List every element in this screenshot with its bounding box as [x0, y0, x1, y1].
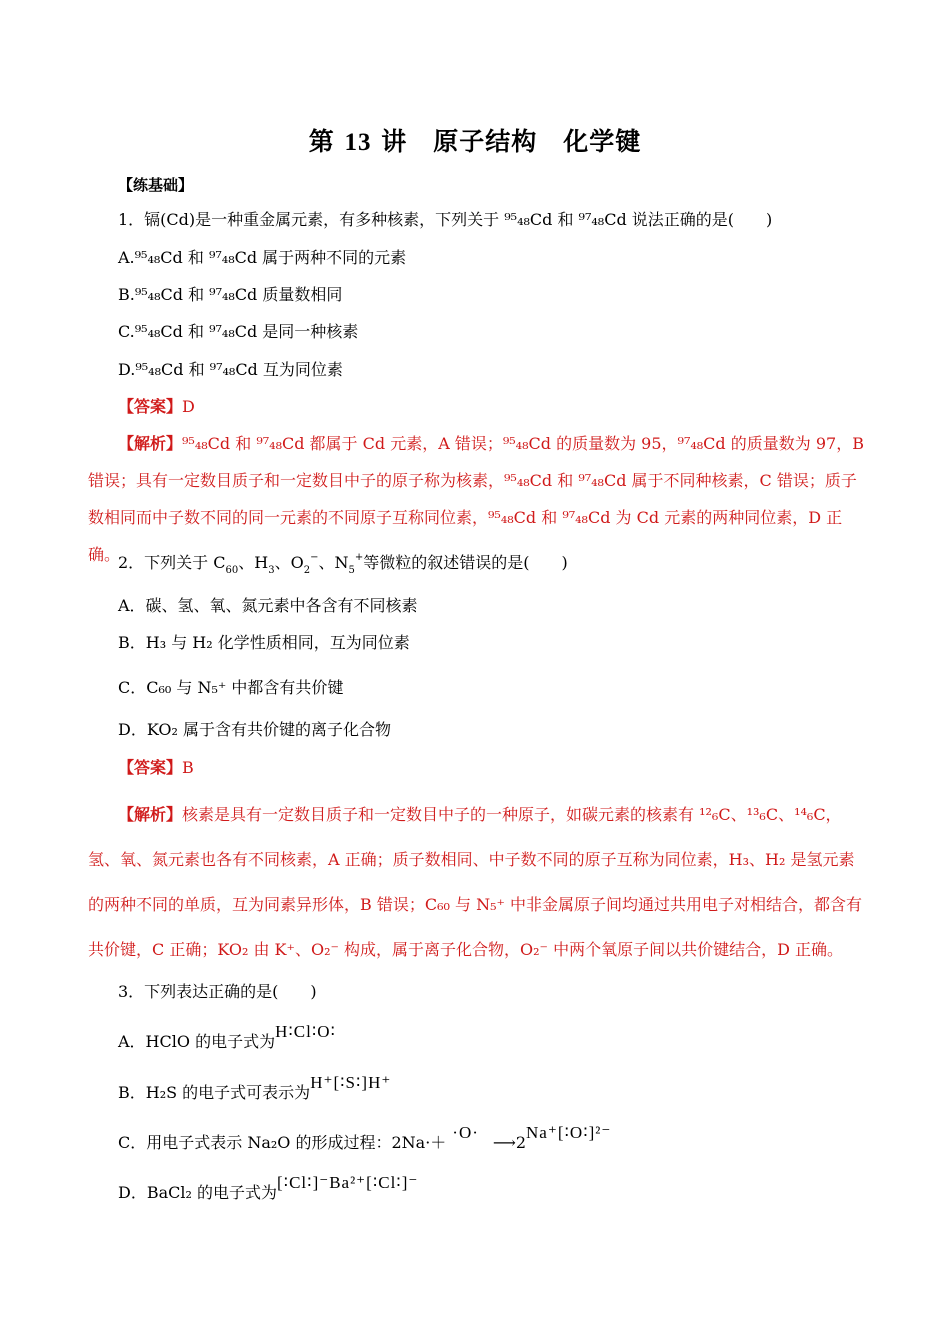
- q2-answer-value: B: [182, 758, 194, 777]
- q1-answer-value: D: [182, 397, 195, 416]
- q3-option-d-text: D．BaCl₂ 的电子式为: [118, 1183, 277, 1202]
- q1-explanation-tag: 【解析】: [118, 434, 183, 453]
- q3-option-a-text: A．HClO 的电子式为: [118, 1032, 276, 1051]
- q2-option-c: C．C₆₀ 与 N₅⁺ 中都含有共价键: [118, 678, 344, 697]
- section-heading: 【练基础】: [118, 176, 194, 194]
- q2-stem-sub: 3: [268, 565, 275, 576]
- q2-stem: [118, 553, 568, 576]
- q2-stem-part: 、H: [238, 553, 269, 572]
- q2-answer: [118, 758, 194, 778]
- title-rest: 讲 原子结构 化学键: [381, 127, 642, 156]
- q2-stem-part: 2．下列关于 C: [118, 553, 226, 572]
- q3-option-c-text: C．用电子式表示 Na₂O 的形成过程：2Na·＋: [118, 1133, 447, 1152]
- q2-stem-sub: 2: [303, 565, 311, 576]
- q1-answer: [118, 397, 195, 417]
- q1-option-a: A.⁹⁵₄₈Cd 和 ⁹⁷₄₈Cd 属于两种不同的元素: [118, 248, 407, 267]
- q3-option-b-text: B．H₂S 的电子式可表示为: [118, 1083, 311, 1102]
- q1-explanation: [88, 425, 868, 573]
- q2-explanation: [88, 792, 868, 972]
- title-prefix: 第: [308, 127, 335, 156]
- q1-answer-tag: 【答案】: [118, 397, 183, 416]
- q3-option-b: [118, 1073, 392, 1103]
- q1-option-c: C.⁹⁵₄₈Cd 和 ⁹⁷₄₈Cd 是同一种核素: [118, 322, 359, 341]
- q2-explanation-text: 核素是具有一定数目质子和一定数目中子的一种原子，如碳元素的核素有 ¹²₆C、¹³₆C、¹⁴₆C，氢、氧、氮元素也各有不同核素，A 正确；质子数相同、中子数不同的原子互称为同位素，H₃、H₂ 是氢元素的两种不同的单质，互为同素异形体，B 错误；C₆₀ 与 N₅⁺ 中非金属原子间均通过共用电子对相结合，都含有共价键，C 正确；KO₂ 由 K⁺、O₂⁻ 构成，属于离子化合物，O₂⁻ 中两个氧原子间以共价键结合，D 正确。: [88, 805, 863, 959]
- q3-option-d: [118, 1173, 419, 1203]
- page-title: [0, 122, 950, 158]
- q2-stem-sup: +: [354, 552, 364, 563]
- q1-option-d: D.⁹⁵₄₈Cd 和 ⁹⁷₄₈Cd 互为同位素: [118, 360, 343, 379]
- na2o-electron-formula: Na⁺[∶O∶]²⁻: [526, 1123, 612, 1142]
- q2-option-b: B．H₃ 与 H₂ 化学性质相同，互为同位素: [118, 633, 410, 652]
- q3-stem: 3．下列表达正确的是( ): [118, 982, 317, 1001]
- q3-option-c: [118, 1123, 612, 1153]
- bacl2-electron-formula: [∶Cl∶]⁻Ba²⁺[∶Cl∶]⁻: [277, 1173, 419, 1192]
- q2-stem-sup: −: [310, 552, 319, 563]
- q1-option-b: B.⁹⁵₄₈Cd 和 ⁹⁷₄₈Cd 质量数相同: [118, 285, 343, 304]
- title-number: 13: [344, 129, 372, 156]
- q2-explanation-tag: 【解析】: [118, 805, 183, 824]
- q2-option-a: A．碳、氢、氧、氮元素中各含有不同核素: [118, 596, 418, 615]
- q2-option-d: D．KO₂ 属于含有共价键的离子化合物: [118, 720, 391, 739]
- h2s-electron-formula: H⁺[∶S∶]H⁺: [310, 1073, 392, 1092]
- q2-stem-part: 、N: [318, 553, 349, 572]
- q1-explanation-text: ⁹⁵₄₈Cd 和 ⁹⁷₄₈Cd 都属于 Cd 元素，A 错误；⁹⁵₄₈Cd 的质量数为 95，⁹⁷₄₈Cd 的质量数为 97，B 错误；具有一定数目质子和一定数目中子的原子称为核素，⁹⁵₄₈Cd 和 ⁹⁷₄₈Cd 属于不同种核素，C 错误；质子数相同而中子数不同的同一元素的不同原子互称同位素，⁹⁵₄₈Cd 和 ⁹⁷₄₈Cd 为 Cd 元素的两种同位素，D 正确。: [88, 434, 864, 564]
- q2-stem-part: 、O: [274, 553, 304, 572]
- q1-stem: 1．镉(Cd)是一种重金属元素，有多种核素，下列关于 ⁹⁵₄₈Cd 和 ⁹⁷₄₈Cd 说法正确的是( ): [118, 210, 773, 229]
- q2-stem-sub: 60: [225, 565, 239, 576]
- q3-option-a: [118, 1022, 336, 1052]
- hclo-electron-formula: H∶Cl∶O∶: [275, 1022, 336, 1041]
- q2-stem-sub: 5: [348, 565, 355, 576]
- q2-answer-tag: 【答案】: [118, 758, 183, 777]
- oxygen-atom-formula: ·O·: [452, 1123, 479, 1142]
- reaction-arrow: ⟶2: [492, 1133, 527, 1152]
- q2-stem-part: 等微粒的叙述错误的是( ): [363, 553, 568, 572]
